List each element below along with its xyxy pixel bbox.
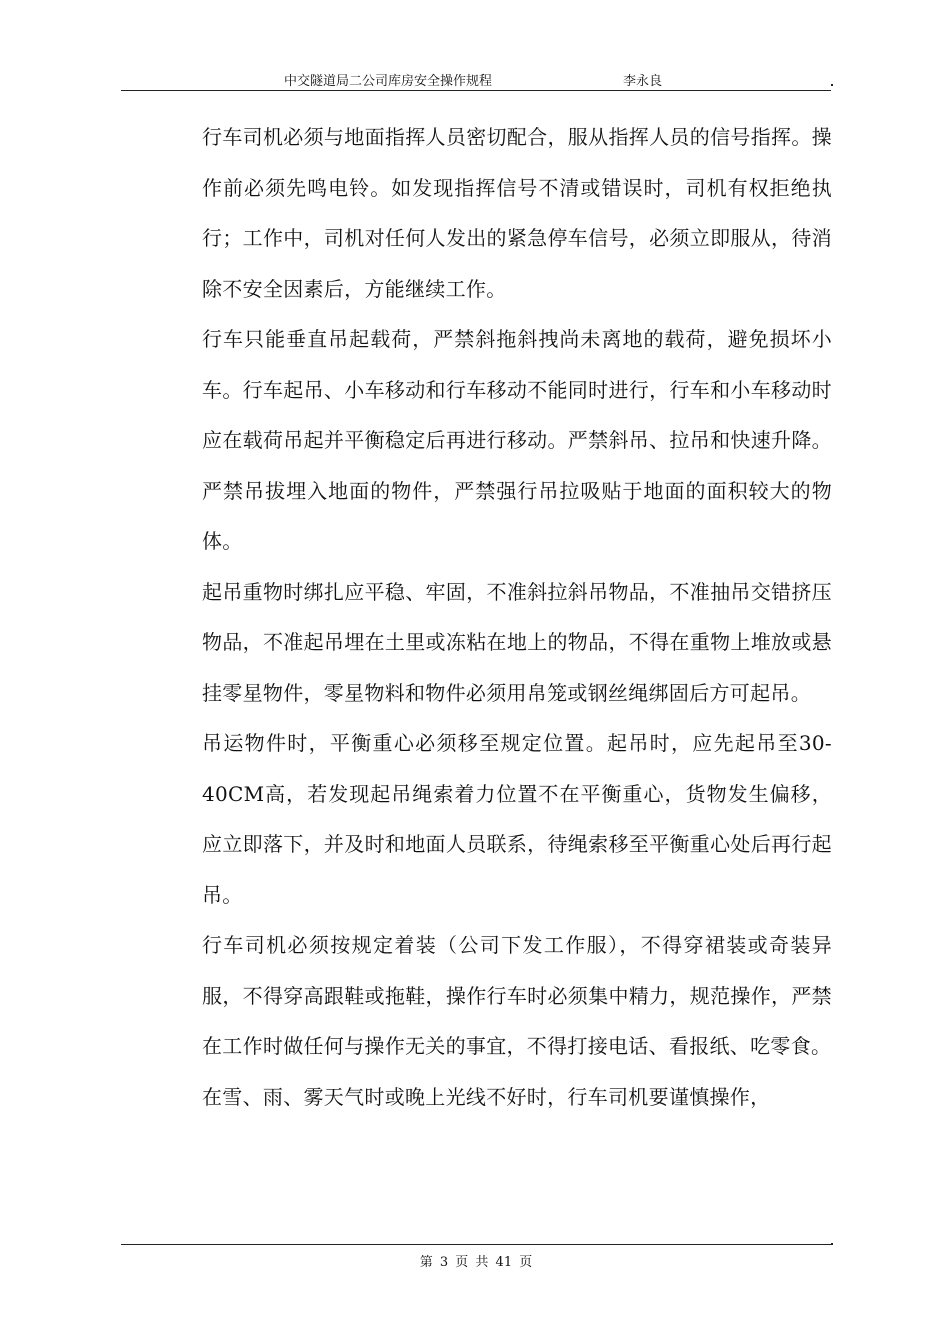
paragraph-3: 起吊重物时绑扎应平稳、牢固，不准斜拉斜吊物品，不准抽吊交错挤压物品，不准起吊埋在土里或冻粘在地上的物品，不得在重物上堆放或悬挂零星物件，零星物料和物件必须用帛笼或钢丝绳绑固后方可起吊。 [202,579,832,705]
page-number: 第 3 页 共 41 页 [419,1255,533,1270]
paragraph-6: 在雪、雨、雾天气时或晚上光线不好时，行车司机要谨慎操作， [202,1084,771,1109]
paragraph-2: 行车只能垂直吊起载荷，严禁斜拖斜拽尚未离地的载荷，避免损坏小车。行车起吊、小车移动和行车移动不能同时进行，行车和小车移动时应在载荷吊起并平衡稳定后再进行移动。严禁斜吊、拉吊和快速升降。严禁吊拔埋入地面的物件，严禁强行吊拉吸贴于地面的面积较大的物体。 [202,327,832,553]
header-author: 李永良 [623,74,663,89]
paragraph-4: 吊运物件时，平衡重心必须移至规定位置。起吊时，应先起吊至30-40CM高，若发现起吊绳索着力位置不在平衡重心，货物发生偏移，应立即落下，并及时和地面人员联系，待绳索移至平衡重心处后再行起吊。 [202,731,832,907]
footer-rule-mark [831,1243,833,1245]
header-title: 中交隧道局二公司库房安全操作规程 [284,74,493,89]
page-footer [121,1244,831,1275]
document-body [202,112,832,1122]
header-rule-mark [831,84,833,86]
paragraph-5: 行车司机必须按规定着装（公司下发工作服），不得穿裙装或奇装异服，不得穿高跟鞋或拖鞋，操作行车时必须集中精力，规范操作，严禁在工作时做任何与操作无关的事宜，不得打接电话、看报纸、吃零食。 [202,933,832,1058]
page-header [121,68,831,91]
paragraph-1: 行车司机必须与地面指挥人员密切配合，服从指挥人员的信号指挥。操作前必须先鸣电铃。如发现指挥信号不清或错误时，司机有权拒绝执行；工作中，司机对任何人发出的紧急停车信号，必须立即服从，待消除不安全因素后，方能继续工作。 [202,125,832,301]
